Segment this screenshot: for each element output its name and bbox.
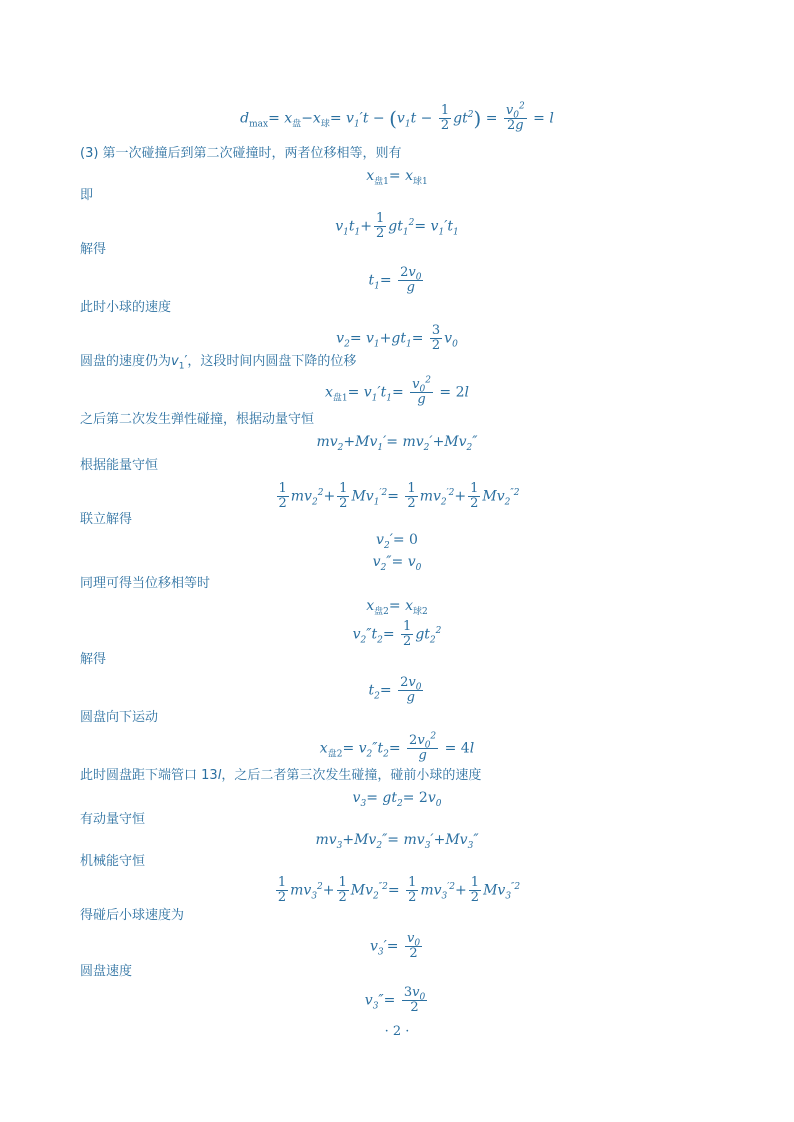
- text-line: (3) 第一次碰撞后到第二次碰撞时，两者位移相等，则有: [80, 146, 402, 161]
- text-line: 联立解得: [80, 512, 133, 527]
- equation-t1: $t_1=$ $\frac{2v_0}{g}$: [368, 265, 422, 295]
- text-line: 圆盘的速度仍为$v_1'$，这段时间内圆盘下降的位移: [80, 354, 357, 372]
- equation-momentum-2: $mv_2+Mv_1'= mv_2'+Mv_2''$: [316, 434, 478, 453]
- equation-energy-2: $\frac{1}{2}$ $mv_2^2+$ $\frac{1}{2}$ $Mv_1^{'2}=$ $\frac{1}{2}$ $mv_2^{'2}+$ $\frac{1}{2}$ $Mv_2^{''2}$: [278, 481, 520, 511]
- equation-momentum-3: $mv_3+Mv_2''= mv_3'+Mv_3''$: [315, 832, 479, 851]
- text-line: 解得: [80, 652, 107, 667]
- text-line: 之后第二次发生弹性碰撞，根据动量守恒: [80, 412, 315, 427]
- equation-v2-double-prime: $v_2''= v_0$: [372, 554, 422, 573]
- equation-displacement-2: $v_2''t_2=$ $\frac{1}{2}$ $gt_2^2$: [352, 619, 442, 649]
- text-line: 机械能守恒: [80, 854, 146, 869]
- text-line: 根据能量守恒: [80, 458, 159, 473]
- equation-dmax: $d_{max}= x_盘-x_球= v_1't - (v_1t$ − $\frac{1}{2}$ $gt^2$) = $\frac{v_0^2}{2g}$ = l: [240, 101, 554, 133]
- text-line: 同理可得当位移相等时: [80, 576, 211, 591]
- text-line: 圆盘向下运动: [80, 710, 159, 725]
- text-line: 此时小球的速度: [80, 300, 172, 315]
- text-line: 解得: [80, 242, 107, 257]
- equation-v3-double-prime: $v_3''=$ $\frac{3v_0}{2}$: [364, 985, 426, 1015]
- equation-v2-prime: $v_2'= 0$: [376, 532, 418, 551]
- equation-displacement-equal-1: $x_{盘1}= x_{球1}$: [366, 168, 428, 187]
- equation-v3: $v_3= gt_2= 2v_0$: [352, 790, 442, 809]
- equation-plate-displacement-2: $x_{盘2}= v_2''t_2=$ $\frac{2v_0^2}{g}$ = 4l: [319, 731, 475, 763]
- page-number: · 2 ·: [384, 1024, 410, 1039]
- equation-displacement-equal-2: $x_{盘2}= x_{球2}$: [366, 598, 428, 617]
- text-line: 圆盘速度: [80, 964, 133, 979]
- equation-v3-prime: $v_3'=$ $\frac{v_0}{2}$: [369, 931, 421, 961]
- text-line: 此时圆盘距下端管口 13l，之后二者第三次发生碰撞，碰前小球的速度: [80, 768, 482, 783]
- equation-energy-3: $\frac{1}{2}$ $mv_3^2+$ $\frac{1}{2}$ $Mv_2^{''2}=$ $\frac{1}{2}$ $mv_3^{'2}+$ $\frac{1}{2}$ $Mv_3^{''2}$: [277, 875, 521, 905]
- equation-plate-displacement-1: $x_{盘1}= v_1't_1=$ $\frac{v_0^2}{g}$ = 2l: [324, 375, 470, 407]
- equation-v2: $v_2= v_1+gt_1=$ $\frac{3}{2}$ $v_0$: [336, 323, 458, 353]
- equation-t2: $t_2=$ $\frac{2v_0}{g}$: [368, 675, 422, 705]
- text-line: 即: [80, 188, 94, 203]
- text-line: 有动量守恒: [80, 812, 146, 827]
- text-line: 得碰后小球速度为: [80, 908, 185, 923]
- equation-displacement-1: $v_1t_1+$ $\frac{1}{2}$ $gt_1^2= v_1't_1$: [335, 211, 459, 241]
